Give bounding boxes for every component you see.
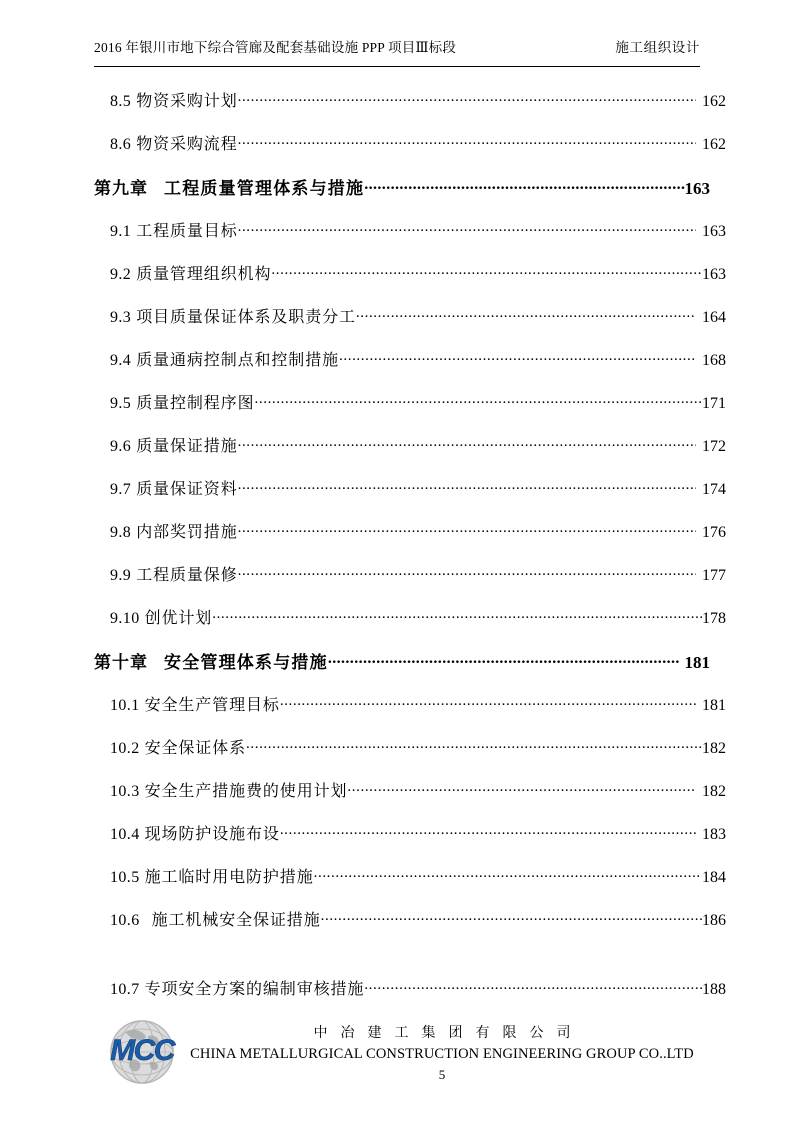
toc-entry-title: 项目质量保证体系及职责分工 [136,309,356,326]
toc-entry-title: 工程质量目标 [136,223,238,240]
toc-entry-page-number: 178 [702,610,726,627]
toc-leader-dots [238,521,696,537]
toc-section-entry[interactable] [94,864,726,907]
toc-section-entry[interactable] [94,821,726,864]
toc-entry-title: 物资采购计划 [136,93,238,110]
toc-chapter-entry[interactable] [94,174,710,218]
toc-entry-page-number: 181 [702,697,726,714]
toc-section-entry[interactable] [94,605,726,648]
footer-company-block [184,1024,700,1083]
toc-entry-number: 8.5 [110,93,132,110]
header-divider-rule [94,66,700,67]
toc-leader-dots [238,133,696,149]
toc-entry-title: 工程质量管理体系与措施 [164,179,365,198]
toc-entry-title: 物资采购流程 [136,136,238,153]
toc-entry-number: 第十章 [94,653,148,672]
toc-entry-page-number: 181 [684,653,710,672]
table-of-contents [94,88,726,1019]
toc-section-entry[interactable] [94,692,726,735]
toc-entry-title: 工程质量保修 [136,567,238,584]
toc-leader-dots [328,651,679,668]
header-document-type: 施工组织设计 [615,40,700,55]
toc-leader-dots [314,866,702,882]
toc-section-entry[interactable] [94,347,726,390]
running-header [94,40,700,56]
toc-leader-dots [238,90,696,106]
toc-section-entry[interactable] [94,907,726,950]
toc-entry-title: 安全保证体系 [144,740,247,757]
toc-leader-dots [280,694,696,710]
toc-entry-number: 9.2 [110,266,132,283]
toc-entry-page-number: 163 [684,179,710,198]
toc-entry-title: 质量保证措施 [136,438,238,455]
toc-entry-title: 质量控制程序图 [136,395,255,412]
toc-leader-dots [238,220,696,236]
toc-entry-title: 内部奖罚措施 [136,524,238,541]
toc-entry-number: 10.4 [110,826,140,843]
toc-entry-title: 安全生产措施费的使用计划 [144,783,348,800]
toc-section-entry[interactable] [94,131,726,174]
toc-entry-title: 施工临时用电防护措施 [144,869,314,886]
toc-section-entry[interactable] [94,476,726,519]
toc-leader-dots [238,435,696,451]
toc-entry-number: 9.3 [110,309,132,326]
toc-entry-title: 质量管理组织机构 [136,266,272,283]
toc-leader-dots [339,349,696,365]
toc-section-entry[interactable] [94,562,726,605]
toc-section-entry[interactable] [94,735,726,778]
toc-entry-number: 9.4 [110,352,132,369]
toc-leader-dots [280,823,696,839]
toc-section-entry[interactable] [94,976,726,1019]
toc-leader-dots [238,564,696,580]
toc-entry-number: 第九章 [94,179,148,198]
toc-leader-dots [271,263,702,279]
toc-leader-dots [364,177,684,194]
toc-leader-dots [347,780,696,796]
toc-entry-title: 质量通病控制点和控制措施 [136,352,340,369]
toc-entry-page-number: 182 [702,783,726,800]
toc-leader-dots [238,478,696,494]
toc-entry-number: 10.2 [110,740,140,757]
page-footer [94,1016,700,1108]
toc-entry-page-number: 164 [702,309,726,326]
mcc-logo-text: MCC [110,1034,174,1067]
toc-entry-number: 10.5 [110,869,140,886]
toc-section-entry[interactable] [94,88,726,131]
toc-entry-title: 现场防护设施布设 [144,826,280,843]
toc-entry-number: 9.6 [110,438,132,455]
company-name-english: CHINA METALLURGICAL CONSTRUCTION ENGINEERING GROUP CO..LTD [190,1046,694,1062]
toc-entry-number: 10.7 [110,981,140,998]
toc-entry-number: 9.9 [110,567,132,584]
header-project-title: 2016 年银川市地下综合管廊及配套基础设施 PPP 项目Ⅲ标段 [94,40,457,55]
toc-entry-title: 安全管理体系与措施 [164,653,328,672]
toc-entry-page-number: 172 [702,438,726,455]
toc-leader-dots [321,909,702,925]
toc-leader-dots [255,392,702,408]
toc-leader-dots [246,737,702,753]
toc-entry-number: 9.8 [110,524,132,541]
toc-entry-page-number: 163 [702,266,726,283]
toc-section-entry[interactable] [94,218,726,261]
toc-entry-page-number: 176 [702,524,726,541]
company-name-chinese: 中冶建工集团有限公司 [313,1026,584,1041]
toc-entry-title: 创优计划 [144,610,213,627]
toc-entry-title: 质量保证资料 [136,481,238,498]
toc-entry-page-number: 188 [702,981,726,998]
toc-entry-number: 9.5 [110,395,132,412]
toc-section-entry[interactable] [94,390,726,433]
toc-entry-number: 10.1 [110,697,140,714]
toc-entry-page-number: 171 [702,395,726,412]
toc-entry-page-number: 184 [702,869,726,886]
toc-section-entry[interactable] [94,261,726,304]
toc-section-entry[interactable] [94,778,726,821]
toc-leader-dots [356,306,696,322]
toc-entry-title: 安全生产管理目标 [144,697,280,714]
toc-section-entry[interactable] [94,519,726,562]
toc-section-entry[interactable] [94,304,726,347]
page-number: 5 [438,1067,446,1082]
toc-entry-page-number: 177 [702,567,726,584]
toc-entry-page-number: 174 [702,481,726,498]
toc-entry-page-number: 162 [702,93,726,110]
toc-entry-page-number: 162 [702,136,726,153]
toc-entry-page-number: 163 [702,223,726,240]
toc-entry-title: 专项安全方案的编制审核措施 [144,981,365,998]
toc-entry-number: 8.6 [110,136,132,153]
toc-entry-page-number: 182 [702,740,726,757]
toc-entry-number: 10.3 [110,783,140,800]
toc-section-entry[interactable] [94,433,726,476]
toc-leader-dots [364,978,702,994]
toc-entry-number: 10.6 [110,912,140,929]
toc-entry-page-number: 183 [702,826,726,843]
toc-chapter-entry[interactable] [94,648,710,692]
toc-leader-dots [212,607,702,623]
toc-entry-number: 9.10 [110,610,140,627]
toc-entry-number: 9.7 [110,481,132,498]
mcc-logo [102,1018,178,1088]
toc-entry-page-number: 168 [702,352,726,369]
toc-entry-number: 9.1 [110,223,132,240]
toc-entry-title: 施工机械安全保证措施 [151,912,321,929]
toc-entry-page-number: 186 [702,912,726,929]
